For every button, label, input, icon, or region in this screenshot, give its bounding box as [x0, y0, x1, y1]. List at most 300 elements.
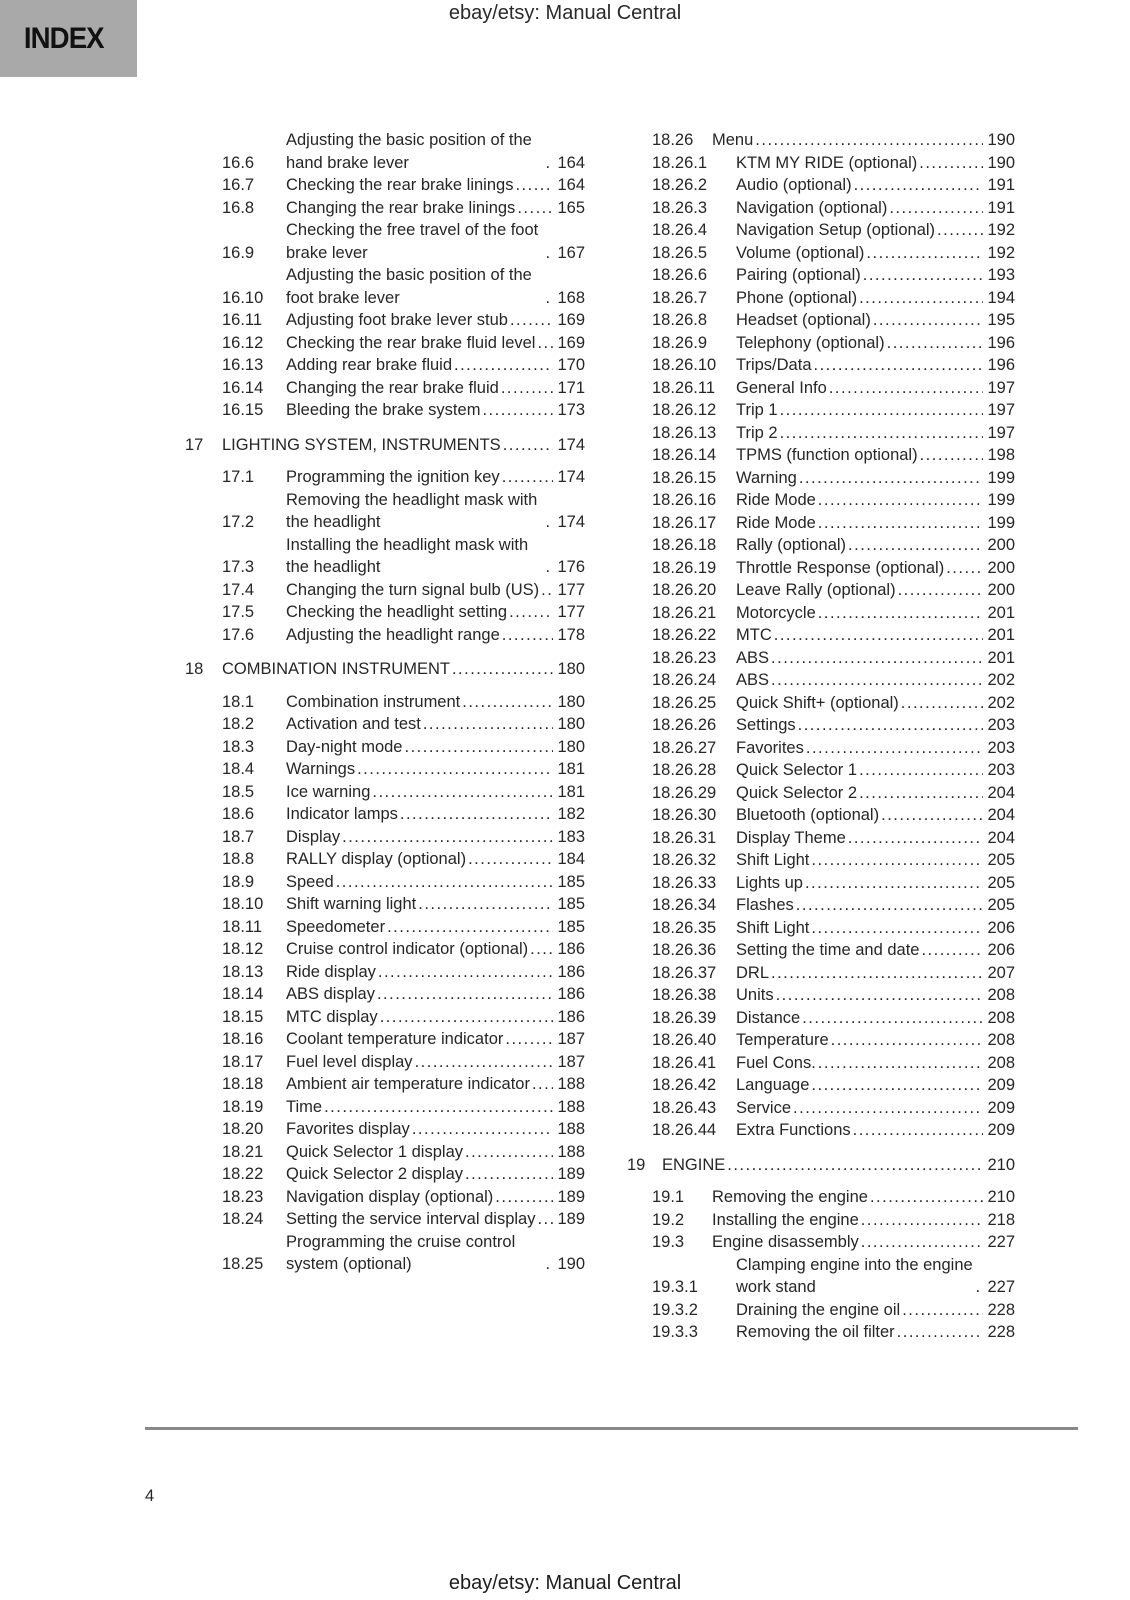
toc-entry-page: 177 [557, 603, 585, 621]
toc-entry-number: 18.26.44 [652, 1121, 717, 1139]
toc-entry-page: 189 [557, 1165, 585, 1183]
toc-entry-body [736, 399, 983, 422]
toc-entry-page: 180 [557, 715, 585, 733]
dot-leader [859, 1209, 984, 1232]
dot-leader [463, 1163, 553, 1186]
dot-leader [857, 782, 983, 805]
toc-entry-body [286, 1141, 553, 1164]
toc-entry-number: 17.3 [222, 558, 255, 576]
toc-entry-page: 173 [557, 401, 585, 419]
toc-entry-number: 18.26.4 [652, 221, 708, 239]
toc-entry-page: 199 [987, 491, 1015, 509]
toc-entry-body [712, 1209, 983, 1232]
toc-entry-title: Temperature [736, 1031, 829, 1049]
toc-entry-title: Trip 2 [736, 423, 778, 442]
toc-entry-number: 18.26.5 [652, 243, 708, 262]
toc-entry-number: 18.26.28 [652, 761, 717, 779]
toc-entry-body [712, 129, 983, 152]
dot-leader [778, 422, 984, 445]
dot-leader [530, 1073, 554, 1096]
dot-leader [539, 579, 553, 602]
toc-entry-number: 18.26.19 [652, 558, 717, 577]
toc-entry-body [736, 1007, 983, 1030]
toc-entry [222, 691, 585, 714]
toc-entry [652, 1321, 1015, 1344]
toc-entry [652, 669, 1015, 692]
toc-entry-title: Changing the rear brake linings [286, 198, 516, 217]
toc-entry-number: 18.26.17 [652, 513, 717, 532]
toc-entry-number: 18.26.40 [652, 1031, 717, 1049]
toc-entry [652, 714, 1015, 737]
toc-entry-title: Quick Selector 1 [736, 761, 858, 779]
toc-entry-body [286, 848, 553, 871]
dot-leader [919, 939, 983, 962]
dot-leader [543, 511, 553, 534]
dot-leader [896, 579, 984, 602]
toc-entry [652, 759, 1015, 782]
toc-entry-title: Clamping engine into the engine work stand [736, 1255, 973, 1296]
toc-entry-title: Ambient air temperature indicator [286, 1075, 530, 1093]
toc-entry [652, 624, 1015, 647]
toc-entry-title: Phone (optional) [736, 288, 858, 307]
toc-entry-title: Combination instrument [286, 692, 461, 711]
toc-entry-page: 177 [557, 580, 585, 599]
toc-entry-number: 16.9 [222, 243, 255, 262]
toc-entry [222, 129, 585, 174]
toc-entry [222, 713, 585, 736]
toc-entry [222, 399, 585, 422]
toc-entry-number: 17.5 [222, 603, 255, 621]
toc-entry-page: 186 [557, 940, 585, 958]
dot-leader [413, 1051, 554, 1074]
toc-entry-page: 209 [987, 1098, 1015, 1117]
dot-leader [917, 152, 983, 175]
toc-entry-number: 18.26.30 [652, 806, 717, 824]
toc-entry-body [736, 557, 983, 580]
toc-entry-number: 18.26.37 [652, 963, 717, 982]
toc-entry-number: 18.26.14 [652, 446, 717, 464]
toc-entry-title: Lights up [736, 873, 803, 892]
toc-entry [222, 826, 585, 849]
dot-leader [846, 534, 983, 557]
toc-entry-body [286, 826, 553, 849]
dot-leader [769, 962, 983, 985]
toc-entry [222, 1028, 585, 1051]
dot-leader [501, 434, 554, 457]
toc-entry-title: Warning [736, 468, 797, 487]
toc-entry [652, 984, 1015, 1007]
dot-leader [480, 399, 553, 422]
dot-leader [322, 1096, 553, 1119]
toc-entry-body [736, 804, 983, 827]
toc-entry-title: Service [736, 1098, 792, 1117]
toc-entry-page: 208 [987, 1031, 1015, 1049]
toc-entry-number: 18.23 [222, 1187, 264, 1206]
toc-entry-title: Distance [736, 1008, 801, 1027]
toc-entry-page: 188 [557, 1075, 585, 1093]
toc-entry-body [286, 736, 553, 759]
toc-entry-body [222, 434, 553, 457]
toc-entry-title: Favorites display [286, 1120, 410, 1138]
toc-entry-body [736, 219, 983, 242]
toc-entry-page: 197 [987, 423, 1015, 442]
toc-entry [222, 1096, 585, 1119]
toc-entry-body [286, 691, 553, 714]
toc-entry-page: 170 [557, 356, 585, 374]
toc-entry [222, 1208, 585, 1231]
toc-entry [652, 219, 1015, 242]
toc-entry-title: Setting the service interval display [286, 1210, 536, 1228]
toc-entry-body [286, 489, 553, 534]
toc-entry-number: 18.16 [222, 1030, 264, 1048]
toc-entry-body [286, 1073, 553, 1096]
dot-leader [774, 984, 984, 1007]
toc-entry-title: Quick Selector 1 display [286, 1142, 463, 1161]
toc-entry-number: 18.26 [652, 131, 694, 149]
toc-entry-number: 18.26.20 [652, 581, 717, 599]
toc-entry-title: Ride Mode [736, 513, 816, 532]
footer-divider [145, 1427, 1078, 1430]
dot-leader [543, 287, 553, 310]
toc-entry [222, 961, 585, 984]
toc-entry-title: Bleeding the brake system [286, 401, 481, 419]
toc-entry-title: Engine disassembly [712, 1233, 859, 1251]
toc-entry-page: 185 [557, 917, 585, 936]
toc-entry [652, 894, 1015, 917]
toc-entry-body [736, 354, 983, 377]
dot-leader [513, 174, 553, 197]
toc-entry-body [286, 377, 553, 400]
toc-entry-number: 18.11 [222, 917, 263, 936]
dot-leader [800, 1007, 983, 1030]
toc-entry-page: 186 [557, 1007, 585, 1026]
toc-entry [652, 917, 1015, 940]
toc-entry-number: 18.26.21 [652, 603, 717, 622]
toc-entry [222, 534, 585, 579]
toc-entry-number: 19 [627, 1155, 646, 1174]
toc-entry-body [736, 422, 983, 445]
toc-entry-title: DRL [736, 963, 770, 982]
dot-leader [769, 647, 983, 670]
toc-entry-body [286, 264, 553, 309]
dot-leader [885, 332, 984, 355]
index-tab [0, 0, 137, 77]
toc-entry-page: 200 [987, 536, 1015, 554]
toc-entry-body [736, 872, 983, 895]
toc-entry-page: 174 [557, 435, 585, 454]
dot-leader [816, 512, 984, 535]
dot-leader [804, 737, 984, 760]
toc-entry-body [736, 1029, 983, 1052]
toc-entry-page: 184 [557, 850, 585, 868]
toc-entry-number: 18.19 [222, 1097, 264, 1116]
toc-entry-title: Time [286, 1097, 323, 1116]
toc-entry-title: Leave Rally (optional) [736, 581, 896, 599]
toc-entry-page: 208 [987, 1008, 1015, 1027]
toc-entry-title: Cruise control indicator (optional) [286, 940, 529, 958]
toc-entry-title: Programming the cruise control system (optional) [286, 1232, 516, 1273]
toc-entry-title: Removing the engine [712, 1188, 868, 1206]
toc-entry-body [736, 309, 983, 332]
toc-entry-page: 196 [987, 333, 1015, 352]
toc-entry-page: 180 [557, 660, 585, 678]
toc-entry [222, 1141, 585, 1164]
toc-entry-number: 16.14 [222, 378, 264, 397]
toc-entry-page: 199 [987, 468, 1015, 487]
dot-leader [797, 467, 984, 490]
toc-entry-number: 18.7 [222, 827, 255, 846]
toc-entry-number: 18.26.27 [652, 738, 717, 757]
toc-entry-title: Ride Mode [736, 491, 816, 509]
toc-entry-number: 16.13 [222, 356, 264, 374]
dot-leader [816, 1052, 984, 1075]
toc-entry [652, 1052, 1015, 1075]
toc-entry-number: 18.26.29 [652, 783, 717, 802]
toc-entry-title: Flashes [736, 896, 794, 914]
toc-entry-number: 18.26.10 [652, 356, 717, 374]
toc-entry-title: Adjusting the headlight range [286, 625, 500, 644]
dot-leader [778, 399, 984, 422]
dot-leader [879, 804, 983, 827]
toc-entry-page: 192 [987, 243, 1015, 262]
toc-entry [222, 983, 585, 1006]
toc-entry [652, 872, 1015, 895]
toc-entry-title: Setting the time and date [736, 941, 920, 959]
toc-entry-number: 18.26.9 [652, 333, 708, 352]
toc-entry-body [736, 827, 983, 850]
toc-entry-number: 19.3.2 [652, 1300, 698, 1319]
toc-entry [185, 658, 585, 681]
toc-entry-title: Telephony (optional) [736, 333, 885, 352]
toc-entry-title: Audio (optional) [736, 176, 852, 194]
toc-entry [222, 309, 585, 332]
toc-entry [222, 601, 585, 624]
toc-entry-body [736, 1119, 983, 1142]
toc-entry-number: 18.26.31 [652, 828, 717, 847]
dot-leader [900, 1299, 983, 1322]
toc-entry-page: 169 [557, 311, 585, 329]
toc-entry-title: Quick Selector 2 [736, 783, 858, 802]
toc-entry-page: 168 [557, 288, 585, 307]
toc-entry-body [736, 1254, 983, 1299]
toc-entry-body [736, 534, 983, 557]
toc-entry-body [736, 669, 983, 692]
toc-entry [652, 737, 1015, 760]
toc-entry-page: 203 [987, 761, 1015, 779]
toc-entry-number: 18.18 [222, 1075, 264, 1093]
toc-entry-body [286, 961, 553, 984]
dot-leader [809, 917, 983, 940]
dot-leader [794, 894, 984, 917]
toc-entry-title: Speedometer [286, 917, 386, 936]
toc-entry-body [286, 983, 553, 1006]
toc-entry-body [222, 658, 553, 681]
toc-entry-body [736, 332, 983, 355]
toc-entry-page: 198 [987, 446, 1015, 464]
toc-entry-body [286, 938, 553, 961]
toc-entry-number: 18.3 [222, 737, 255, 756]
toc-entry-title: Programming the ignition key [286, 468, 500, 486]
toc-entry-number: 18.26.34 [652, 896, 717, 914]
toc-entry-body [736, 939, 983, 962]
toc-entry-number: 16.12 [222, 333, 264, 352]
toc-entry-title: Installing the headlight mask with the headlight [286, 535, 529, 576]
toc-column-right [627, 129, 1015, 1344]
toc-entry-number: 19.3.1 [652, 1278, 698, 1296]
toc-entry-title: COMBINATION INSTRUMENT [222, 660, 450, 678]
toc-entry-title: Warnings [286, 760, 356, 778]
toc-entry [222, 893, 585, 916]
toc-entry [627, 1154, 1015, 1177]
toc-entry-body [736, 1321, 983, 1344]
toc-entry-page: 186 [557, 985, 585, 1003]
toc-entry-number: 18.22 [222, 1165, 264, 1183]
toc-entry-title: Headset (optional) [736, 311, 871, 329]
toc-entry-page: 190 [987, 131, 1015, 149]
toc-entry-page: 171 [557, 378, 585, 397]
toc-entry-number: 18.6 [222, 805, 255, 823]
toc-entry-page: 200 [987, 558, 1015, 577]
toc-entry-number: 19.1 [652, 1188, 685, 1206]
toc-entry-page: 206 [987, 941, 1015, 959]
toc-entry-page: 187 [557, 1030, 585, 1048]
toc-entry-body [736, 377, 983, 400]
toc-entry [652, 332, 1015, 355]
toc-entry-number: 18.26.2 [652, 176, 708, 194]
toc-entry-body [736, 467, 983, 490]
toc-entry-title: MTC display [286, 1007, 378, 1026]
toc-entry [652, 1209, 1015, 1232]
toc-entry-page: 227 [987, 1278, 1015, 1296]
toc-entry-body [736, 242, 983, 265]
toc-entry [652, 152, 1015, 175]
toc-entry-title: Checking the rear brake linings [286, 176, 514, 194]
toc-entry-body [736, 152, 983, 175]
toc-entry-number: 18.26.1 [652, 153, 708, 172]
toc-entry-title: Changing the turn signal bulb (US) [286, 580, 540, 599]
toc-entry-page: 209 [987, 1076, 1015, 1094]
dot-leader [416, 893, 553, 916]
toc-entry [652, 579, 1015, 602]
toc-entry-title: KTM MY RIDE (optional) [736, 153, 918, 172]
toc-entry-page: 203 [987, 738, 1015, 757]
toc-entry-title: Speed [286, 872, 334, 891]
toc-entry-body [736, 1097, 983, 1120]
toc-entry [652, 309, 1015, 332]
toc-entry-body [286, 1118, 553, 1141]
toc-entry-page: 188 [557, 1097, 585, 1116]
toc-entry-number: 18.26.41 [652, 1053, 717, 1072]
toc-entry-page: 206 [987, 918, 1015, 937]
toc-entry [185, 434, 585, 457]
toc-entry-number: 18.26.15 [652, 468, 717, 487]
toc-entry-page: 227 [987, 1233, 1015, 1251]
toc-entry-page: 164 [557, 153, 585, 172]
toc-entry-body [286, 624, 553, 647]
dot-leader [503, 1028, 553, 1051]
toc-entry [222, 916, 585, 939]
footer-title: ebay/etsy: Manual Central [448, 1572, 682, 1594]
toc-entry-number: 18.26.13 [652, 423, 717, 442]
toc-entry [652, 467, 1015, 490]
toc-entry-number: 19.3.3 [652, 1323, 698, 1341]
toc-entry-title: RALLY display (optional) [286, 850, 467, 868]
toc-entry-body [286, 174, 553, 197]
toc-entry-page: 185 [557, 895, 585, 913]
toc-entry-page: 190 [987, 153, 1015, 172]
toc-entry-number: 18.26.7 [652, 288, 708, 307]
toc-entry-body [286, 803, 553, 826]
dot-leader [500, 624, 554, 647]
toc-entry [652, 197, 1015, 220]
toc-entry-body [286, 1163, 553, 1186]
toc-entry-body [286, 534, 553, 579]
toc-entry-title: Checking the free travel of the foot brake lever [286, 221, 539, 262]
toc-entry-title: Menu [712, 131, 754, 149]
dot-leader [857, 287, 983, 310]
toc-entry-title: ENGINE [662, 1155, 726, 1174]
toc-entry-number: 18.26.18 [652, 536, 717, 554]
toc-entry-title: Adding rear brake fluid [286, 356, 453, 374]
dot-leader [515, 197, 553, 220]
toc-entry-page: 201 [987, 626, 1015, 644]
toc-entry-body [736, 489, 983, 512]
toc-entry-body [736, 1052, 983, 1075]
dot-leader [871, 309, 984, 332]
toc-entry [222, 197, 585, 220]
dot-leader [450, 658, 554, 681]
toc-entry-number: 18.15 [222, 1007, 264, 1026]
toc-entry-number: 18.26.42 [652, 1076, 717, 1094]
toc-entry-body [286, 399, 553, 422]
toc-entry-number: 16.10 [222, 288, 264, 307]
toc-entry-title: Removing the oil filter [736, 1323, 895, 1341]
toc-entry-page: 190 [557, 1255, 585, 1273]
dot-leader [340, 826, 553, 849]
toc-entry-title: Fuel level display [286, 1052, 413, 1071]
dot-leader [463, 1141, 553, 1164]
toc-entry-title: Checking the headlight setting [286, 603, 508, 621]
toc-entry-title: Quick Selector 2 display [286, 1165, 463, 1183]
toc-entry-title: TPMS (function optional) [736, 446, 918, 464]
toc-entry [652, 1074, 1015, 1097]
toc-entry-body [286, 219, 553, 264]
dot-leader [334, 871, 554, 894]
toc-entry [652, 377, 1015, 400]
toc-entry-page: 208 [987, 986, 1015, 1004]
toc-entry-title: Rally (optional) [736, 536, 847, 554]
toc-entry-page: 228 [987, 1300, 1015, 1319]
toc-entry-title: Language [736, 1076, 810, 1094]
toc-entry-page: 191 [987, 198, 1015, 217]
toc-entry-body [286, 309, 553, 332]
toc-entry-number: 18 [185, 660, 204, 678]
toc-entry-number: 18.25 [222, 1255, 264, 1273]
dot-leader [918, 444, 984, 467]
toc-entry-page: 201 [987, 648, 1015, 667]
toc-entry-body [286, 579, 553, 602]
toc-entry-body [736, 1299, 983, 1322]
toc-entry-page: 209 [987, 1121, 1015, 1139]
toc-entry-body [286, 1208, 553, 1231]
toc-entry-number: 18.26.24 [652, 671, 717, 689]
toc-entry-body [736, 759, 983, 782]
dot-leader [829, 1029, 984, 1052]
dot-leader [376, 961, 554, 984]
toc-entry-title: Extra Functions [736, 1121, 851, 1139]
toc-entry-number: 18.10 [222, 895, 264, 913]
toc-entry-body [736, 624, 983, 647]
